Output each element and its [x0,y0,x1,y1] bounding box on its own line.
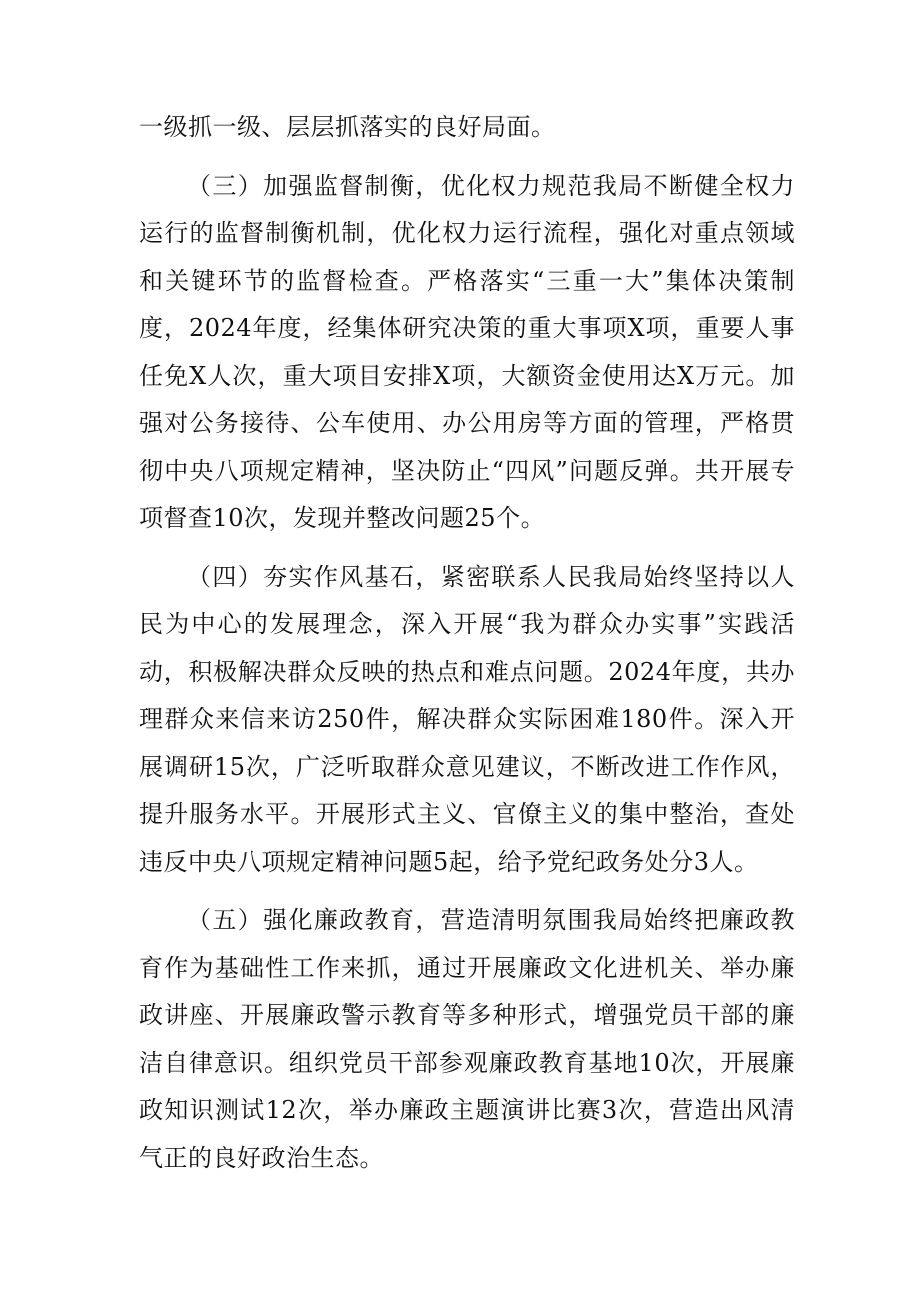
paragraph-continuation: 一级抓一级、层层抓落实的良好局面。 [139,113,556,141]
document-body [139,104,795,1182]
paragraph-section-5: （五）强化廉政教育，营造清明氛围我局始终把廉政教育作为基础性工作来抓，通过开展廉政文化进机关、举办廉政讲座、开展廉政警示教育等多种形式，增强党员干部的廉洁自律意识。组织党员干部参观廉政教育基地10次，开展廉政知识测试12次，举办廉政主题演讲比赛3次，营造出风清气正的良好政治生态。 [139,906,795,1172]
paragraph-section-3: （三）加强监督制衡，优化权力规范我局不断健全权力运行的监督制衡机制，优化权力运行流程，强化对重点领域和关键环节的监督检查。严格落实“三重一大”集体决策制度，2024年度，经集体研究决策的重大事项X项，重要人事任免X人次，重大项目安排X项，大额资金使用达X万元。加强对公务接待、公车使用、办公用房等方面的管理，严格贯彻中央八项规定精神，坚决防止“四风”问题反弹。共开展专项督查10次，发现并整改问题25个。 [139,171,795,532]
paragraph-section-4: （四）夯实作风基石，紧密联系人民我局始终坚持以人民为中心的发展理念，深入开展“我为群众办实事”实践活动，积极解决群众反映的热点和难点问题。2024年度，共办理群众来信来访250件，解决群众实际困难180件。深入开展调研15次，广泛听取群众意见建议，不断改进工作作风，提升服务水平。开展形式主义、官僚主义的集中整治，查处违反中央八项规定精神问题5起，给予党纪政务处分3人。 [139,562,795,876]
